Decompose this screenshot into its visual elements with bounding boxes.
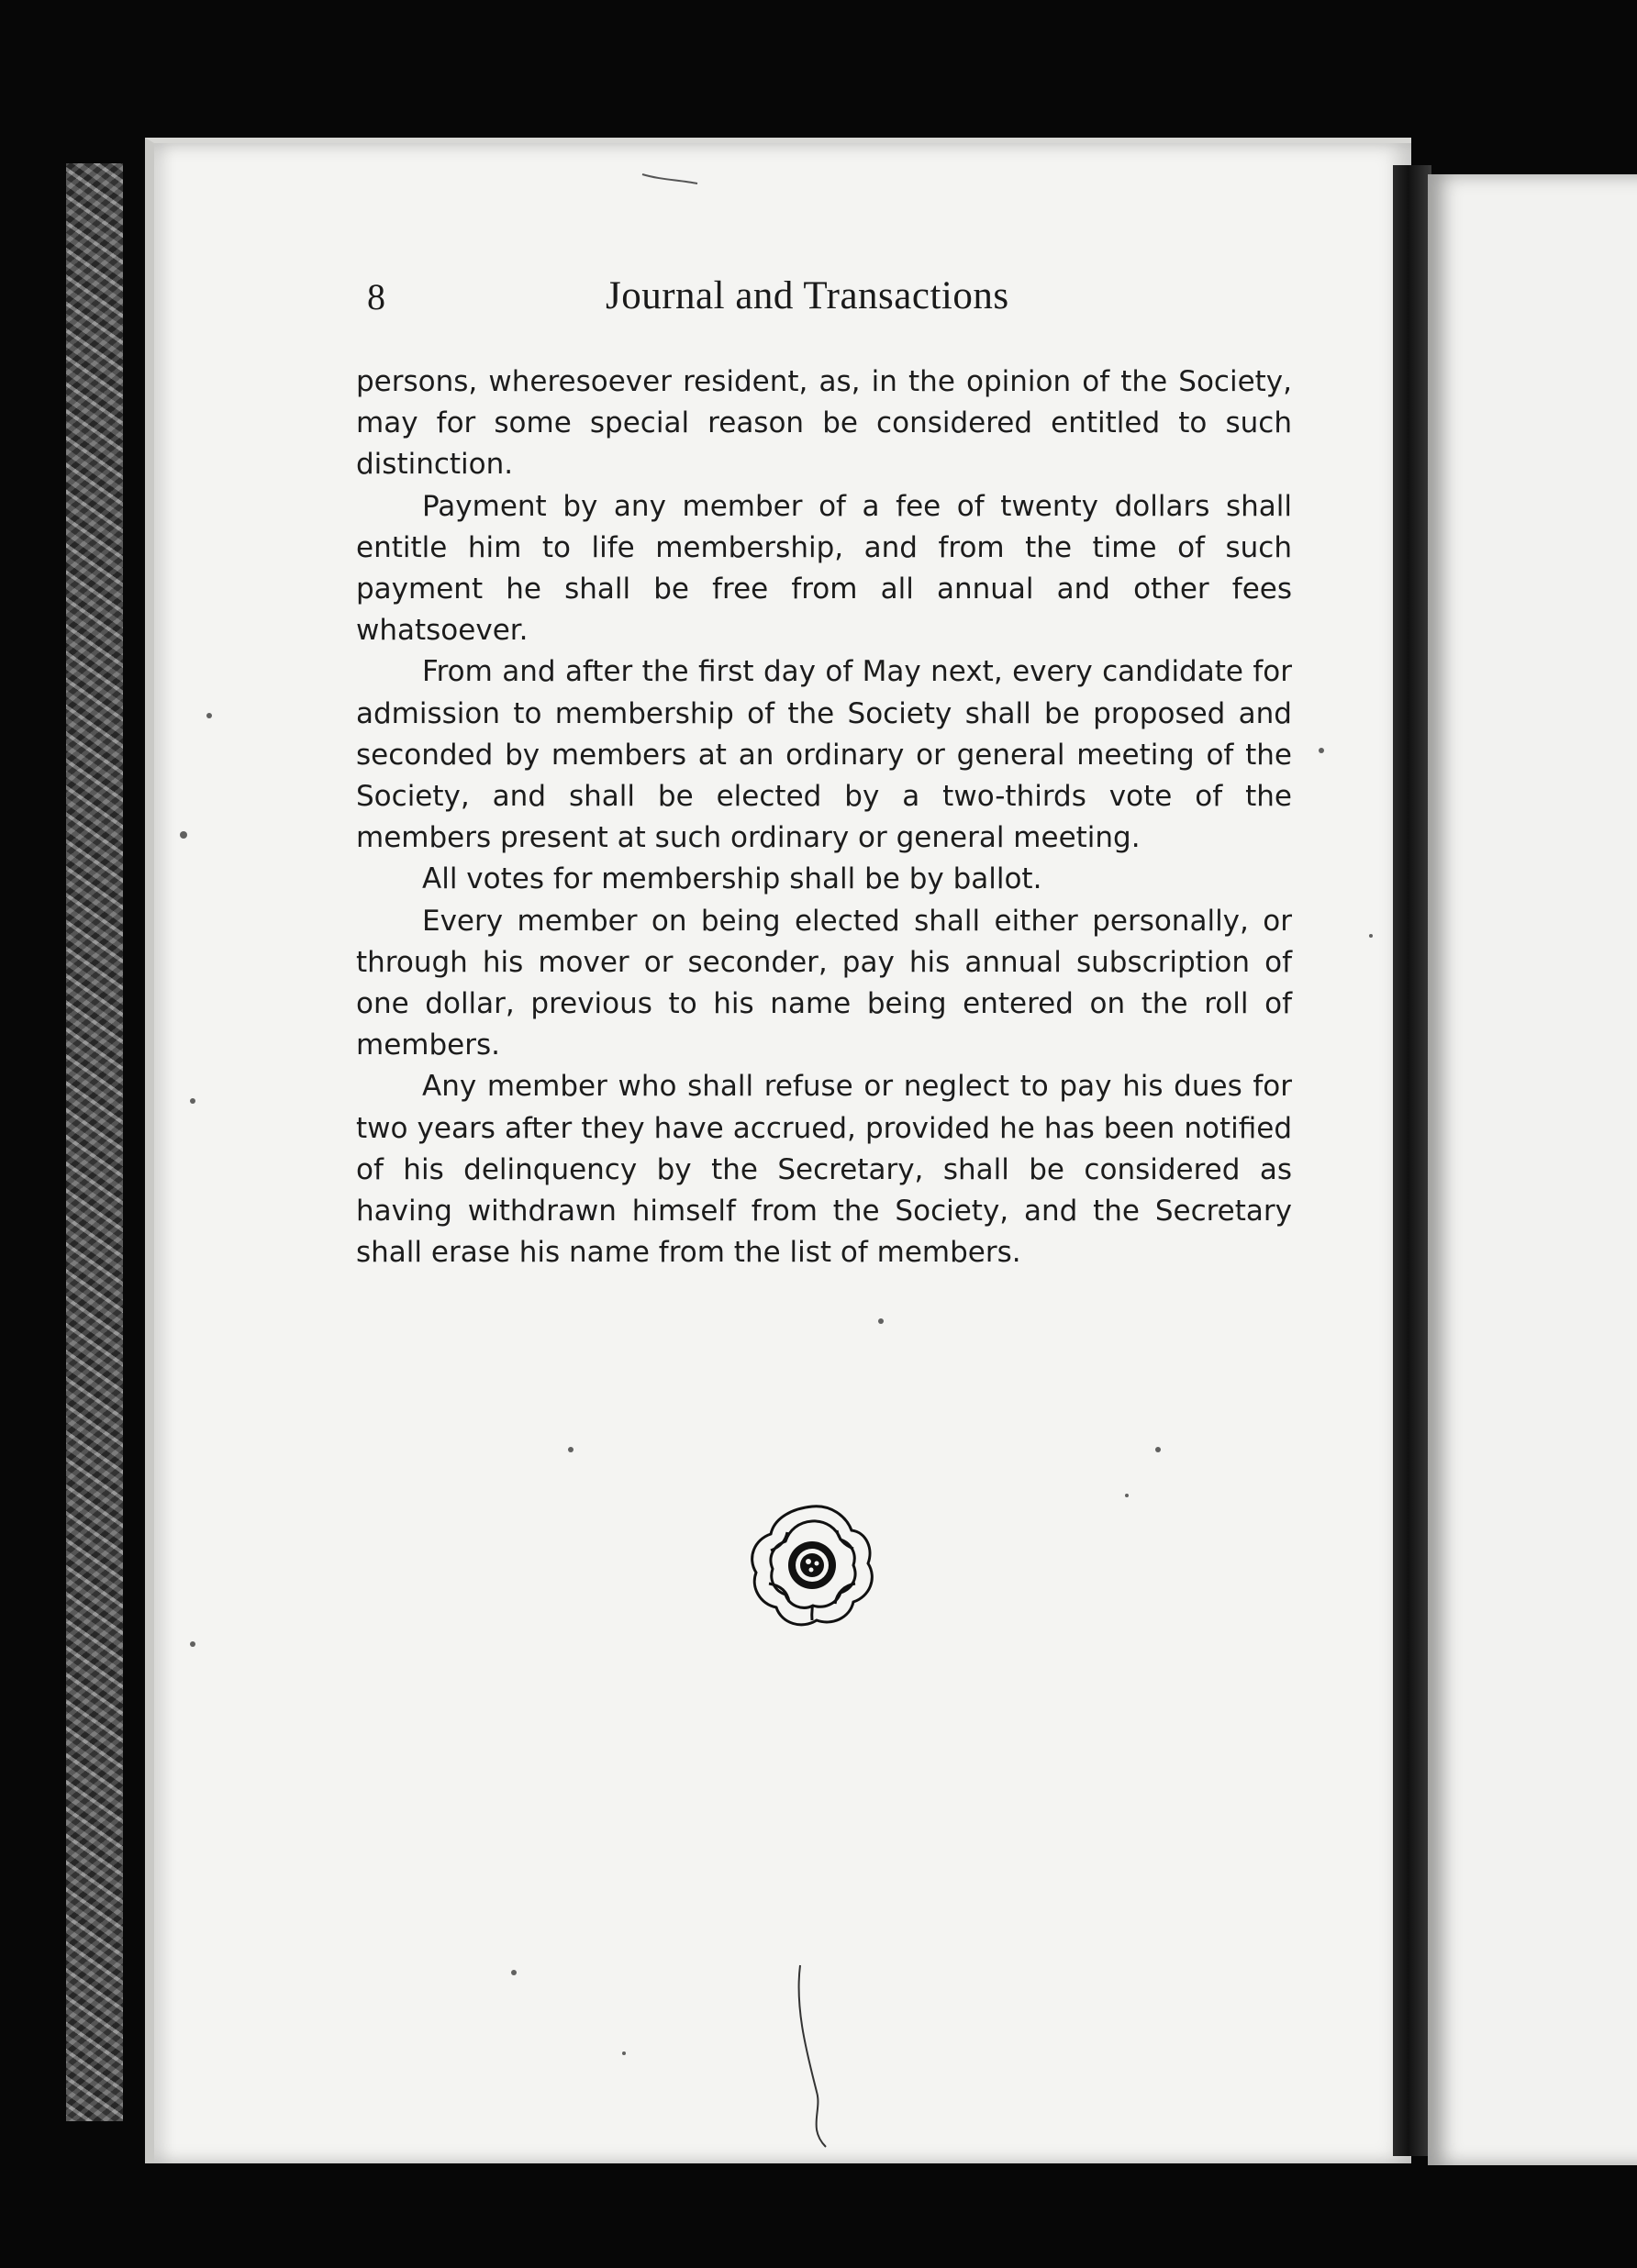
paragraph: persons, wheresoever resident, as, in the opinion of the Society, may for some special reason be considered entitled to such distinction. bbox=[356, 365, 1292, 482]
page-gutter bbox=[1393, 165, 1431, 2156]
paragraph: From and after the first day of May next, every candidate for admission to membership of the Society shall be proposed and seconded by members at an ordinary or general meeting of the Society, and shall be elected by a two-thirds vote of the members present at such ordinary or general meeting. bbox=[356, 655, 1292, 855]
page-header bbox=[367, 275, 1248, 330]
running-title: Journal and Transactions bbox=[606, 274, 1009, 317]
paragraph: Every member on being elected shall either personally, or through his mover or seconder, pay his annual subscription of one dollar, previous to his name being entered on the roll of members. bbox=[356, 904, 1292, 1062]
paragraph: Payment by any member of a fee of twenty dollars shall entitle him to life membership, and from the time of such payment he shall be free from all annual and other fees whatsoever. bbox=[356, 489, 1292, 648]
right-page bbox=[1428, 174, 1637, 2165]
rose-ornament-icon bbox=[743, 1495, 881, 1633]
body-text bbox=[356, 361, 1292, 1273]
page-number: 8 bbox=[367, 276, 385, 317]
book-spine-edge bbox=[66, 163, 123, 2121]
paragraph: Any member who shall refuse or neglect to pay his dues for two years after they have accrued, provided he has been notified of his delinquency by the Secretary, shall be considered as having withdrawn himself from the Society, and the Secretary shall erase his name from the list of members. bbox=[356, 1070, 1292, 1270]
paragraph: All votes for membership shall be by ballot. bbox=[422, 862, 1042, 896]
